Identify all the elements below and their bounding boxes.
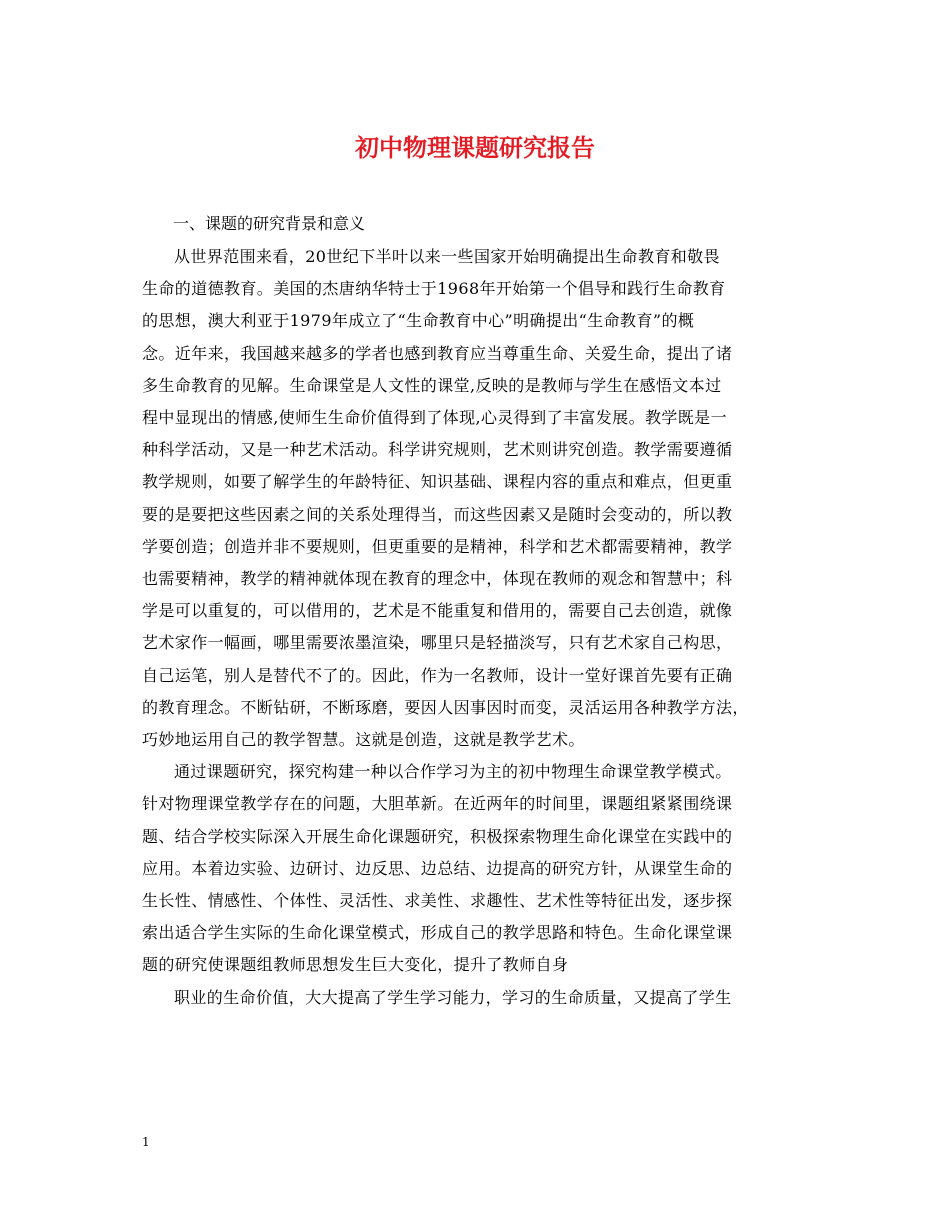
paragraph-line: 针对物理课堂教学存在的问题，大胆革新。在近两年的时间里，课题组紧紧围绕课 — [142, 794, 733, 813]
paragraph-line: 艺术家作一幅画，哪里需要浓墨渲染，哪里只是轻描淡写，只有艺术家自己构思， — [142, 633, 733, 652]
paragraph-line: 学要创造；创造并非不要规则，但更重要的是精神，科学和艺术都需要精神，教学 — [142, 537, 733, 556]
paragraph-line: 职业的生命价值，大大提高了学生学习能力，学习的生命质量，又提高了学生 — [174, 988, 732, 1007]
paragraph-line: 教学规则，如要了解学生的年龄特征、知识基础、课程内容的重点和难点，但更重 — [142, 472, 733, 491]
paragraph-line: 念。近年来，我国越来越多的学者也感到教育应当尊重生命、关爱生命，提出了诸 — [142, 344, 733, 363]
paragraph-line: 的思想，澳大利亚于1979年成立了“生命教育中心”明确提出“生命教育”的概 — [142, 311, 695, 330]
paragraph-line: 种科学活动，又是一种艺术活动。科学讲究规则，艺术则讲究创造。教学需要遵循 — [142, 440, 733, 459]
paragraph-line: 生长性、情感性、个体性、灵活性、求美性、求趣性、艺术性等特征出发，逐步探 — [142, 891, 733, 910]
paragraph-line: 应用。本着边实验、边研讨、边反思、边总结、边提高的研究方针，从课堂生命的 — [142, 859, 733, 878]
page-number: 1 — [142, 1135, 150, 1149]
paragraph-line: 程中显现出的情感,使师生生命价值得到了体现,心灵得到了丰富发展。教学既是一 — [142, 408, 727, 427]
paragraph-line: 题、结合学校实际深入开展生命化课题研究，积极探索物理生命化课堂在实践中的 — [142, 827, 733, 846]
paragraph-line: 要的是要把这些因素之间的关系处理得当，而这些因素又是随时会变动的，所以教 — [142, 505, 733, 524]
paragraph-line: 题的研究使课题组教师思想发生巨大变化，提升了教师自身 — [142, 955, 569, 974]
paragraph-line: 从世界范围来看，20世纪下半叶以来一些国家开始明确提出生命教育和敬畏 — [174, 247, 720, 266]
paragraph-line: 的教育理念。不断钻研，不断琢磨，要因人因事因时而变，灵活运用各种教学方法， — [142, 698, 749, 717]
paragraph-line: 索出适合学生实际的生命化课堂模式，形成自己的教学思路和特色。生命化课堂课 — [142, 923, 733, 942]
paragraph-line: 巧妙地运用自己的教学智慧。这就是创造，这就是教学艺术。 — [142, 730, 585, 749]
paragraph-line: 自己运笔，别人是替代不了的。因此，作为一名教师，设计一堂好课首先要有正确 — [142, 666, 733, 685]
document-title: 初中物理课题研究报告 — [355, 133, 595, 162]
paragraph-line: 多生命教育的见解。生命课堂是人文性的课堂,反映的是教师与学生在感悟文本过 — [142, 376, 722, 395]
paragraph-line: 生命的道德教育。美国的杰唐纳华特士于1968年开始第一个倡导和践行生命教育 — [142, 279, 726, 298]
section-heading: 一、课题的研究背景和意义 — [173, 214, 366, 233]
paragraph-line: 也需要精神，教学的精神就体现在教育的理念中，体现在教师的观念和智慧中；科 — [142, 569, 733, 588]
paragraph-line: 通过课题研究，探究构建一种以合作学习为主的初中物理生命课堂教学模式。 — [174, 762, 732, 781]
paragraph-line: 学是可以重复的，可以借用的，艺术是不能重复和借用的，需要自己去创造，就像 — [142, 601, 733, 620]
